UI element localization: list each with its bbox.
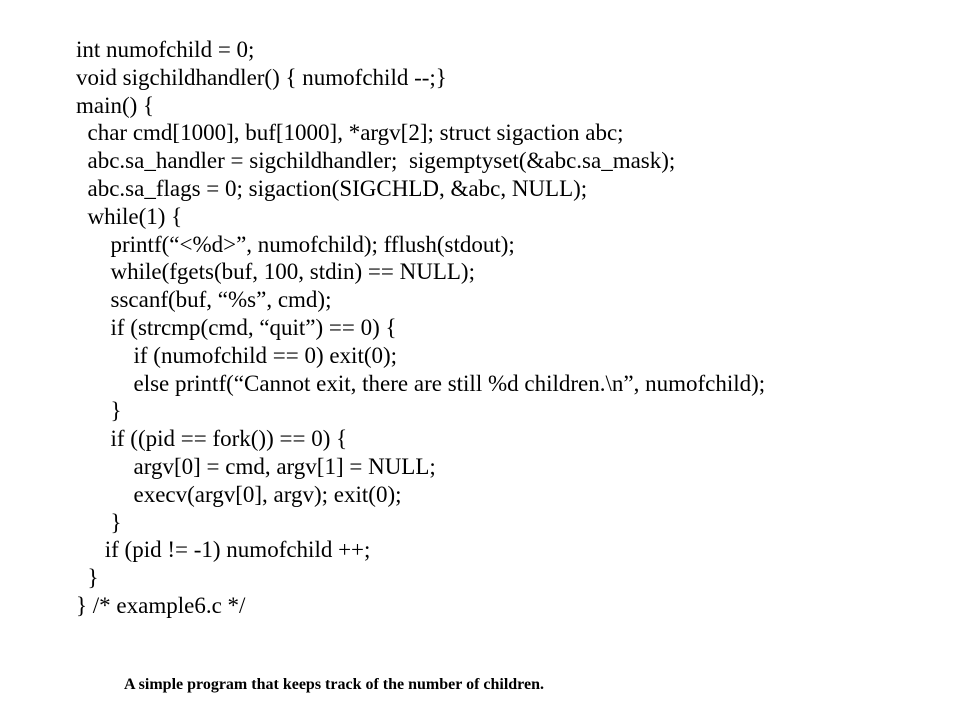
code-line: argv[0] = cmd, argv[1] = NULL;: [76, 453, 436, 479]
code-line: if (strcmp(cmd, “quit”) == 0) {: [76, 314, 397, 340]
code-line: abc.sa_flags = 0; sigaction(SIGCHLD, &abc, NULL);: [76, 175, 588, 201]
code-line: while(fgets(buf, 100, stdin) == NULL);: [76, 259, 475, 285]
code-line: main() {: [76, 92, 155, 118]
code-line: }: [76, 398, 122, 424]
code-listing: [76, 36, 946, 620]
code-line: sscanf(buf, “%s”, cmd);: [76, 287, 332, 313]
code-line: abc.sa_handler = sigchildhandler; sigemptyset(&abc.sa_mask);: [76, 148, 676, 174]
code-line: char cmd[1000], buf[1000], *argv[2]; struct sigaction abc;: [76, 120, 624, 146]
code-line: printf(“<%d>”, numofchild); fflush(stdout);: [76, 231, 515, 257]
slide-caption: A simple program that keeps track of the number of children.: [124, 676, 544, 693]
code-line: if ((pid == fork()) == 0) {: [76, 426, 348, 452]
code-line: int numofchild = 0;: [76, 37, 255, 62]
code-line: if (numofchild == 0) exit(0);: [76, 342, 398, 368]
code-line: execv(argv[0], argv); exit(0);: [76, 481, 402, 507]
code-line: while(1) {: [76, 203, 183, 229]
code-line: }: [76, 509, 122, 535]
code-line: } /* example6.c */: [76, 592, 246, 618]
code-line: if (pid != -1) numofchild ++;: [76, 537, 371, 563]
code-line: }: [76, 565, 99, 591]
code-line: else printf(“Cannot exit, there are still %d children.\n”, numofchild);: [76, 370, 766, 396]
code-line: void sigchildhandler() { numofchild --;}: [76, 64, 447, 90]
